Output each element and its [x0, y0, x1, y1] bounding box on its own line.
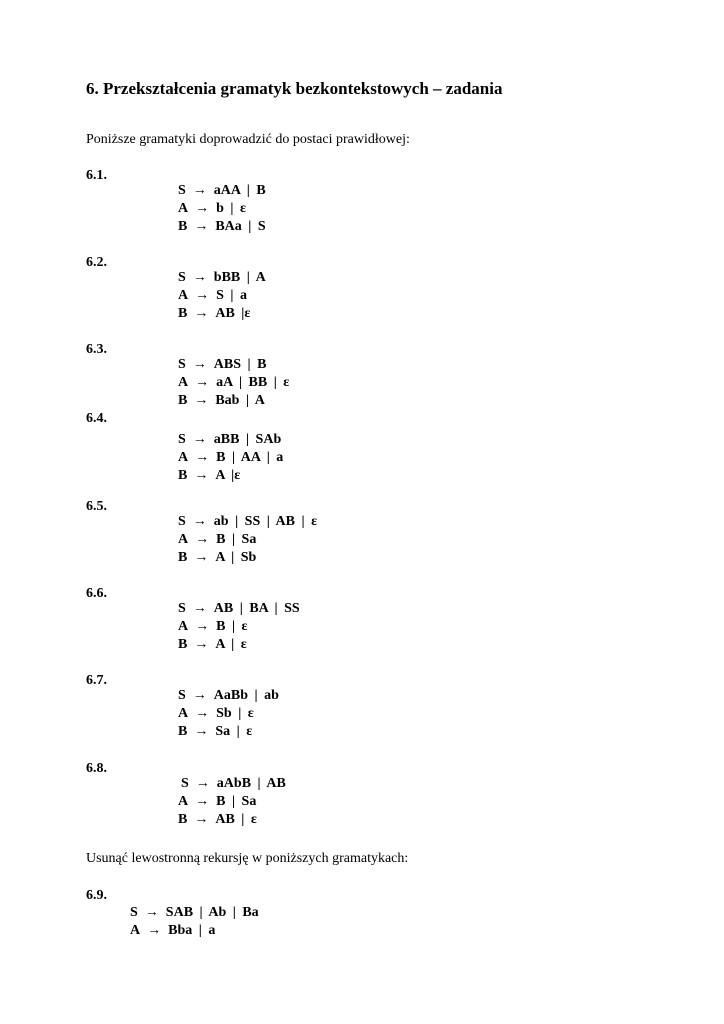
- rule-rhs: B | Sa: [216, 794, 257, 809]
- production-rule: [178, 688, 279, 704]
- production-rule: [178, 794, 256, 810]
- rule-lhs: B: [178, 637, 188, 652]
- page-title: 6. Przekształcenia gramatyk bezkontekstowych – zadania: [86, 79, 503, 98]
- rule-lhs: S: [178, 357, 186, 372]
- rule-rhs: AaBb | ab: [213, 688, 279, 703]
- rule-rhs: aA | BB | ε: [216, 375, 290, 390]
- exercise-number: 6.6.: [86, 586, 107, 601]
- rule-lhs: A: [178, 532, 189, 547]
- rule-lhs: B: [178, 306, 188, 321]
- rule-lhs: B: [178, 812, 188, 827]
- rule-rhs: b | ε: [216, 201, 246, 216]
- production-rule: [178, 219, 266, 235]
- arrow-icon: →: [192, 601, 207, 616]
- arrow-icon: →: [192, 270, 207, 285]
- exercise-number: 6.1.: [86, 168, 107, 183]
- production-rule: [178, 357, 266, 373]
- exercise-number: 6.4.: [86, 411, 107, 426]
- production-rule: [178, 393, 265, 409]
- arrow-icon: →: [194, 393, 209, 408]
- exercise-number: 6.2.: [86, 255, 107, 270]
- rule-lhs: S: [178, 183, 186, 198]
- rule-lhs: S: [130, 905, 138, 920]
- arrow-icon: →: [195, 201, 210, 216]
- rule-lhs: A: [178, 375, 189, 390]
- intro-text-recursion: Usunąć lewostronną rekursję w poniższych gramatykach:: [86, 851, 409, 866]
- rule-rhs: A | ε: [215, 637, 247, 652]
- exercise-number: 6.8.: [86, 761, 107, 776]
- arrow-icon: →: [192, 183, 207, 198]
- rule-rhs: Bab | A: [215, 393, 265, 408]
- exercise-number: 6.7.: [86, 673, 107, 688]
- rule-rhs: SAB | Ab | Ba: [165, 905, 259, 920]
- arrow-icon: →: [194, 637, 209, 652]
- arrow-icon: →: [194, 812, 209, 827]
- arrow-icon: →: [194, 468, 209, 483]
- production-rule: [178, 432, 281, 448]
- arrow-icon: →: [192, 357, 207, 372]
- rule-rhs: Sa | ε: [215, 724, 253, 739]
- arrow-icon: →: [195, 619, 210, 634]
- arrow-icon: →: [192, 514, 207, 529]
- production-rule: [178, 514, 317, 530]
- rule-lhs: A: [178, 619, 189, 634]
- rule-lhs: S: [178, 514, 186, 529]
- arrow-icon: →: [144, 905, 159, 920]
- rule-rhs: S | a: [216, 288, 247, 303]
- arrow-icon: →: [194, 550, 209, 565]
- rule-lhs: B: [178, 468, 188, 483]
- production-rule: [178, 270, 266, 286]
- production-rule: [178, 183, 266, 199]
- intro-text: Poniższe gramatyki doprowadzić do postaci prawidłowej:: [86, 132, 410, 147]
- production-rule: [178, 201, 246, 217]
- production-rule: [178, 306, 250, 322]
- production-rule: [178, 637, 247, 653]
- rule-lhs: S: [178, 270, 186, 285]
- rule-lhs: B: [178, 724, 188, 739]
- production-rule: [181, 776, 286, 792]
- production-rule: [130, 905, 259, 921]
- production-rule: [178, 619, 248, 635]
- production-rule: [178, 706, 254, 722]
- exercise-number: 6.3.: [86, 342, 107, 357]
- rule-rhs: AB |ε: [215, 306, 251, 321]
- production-rule: [178, 288, 247, 304]
- arrow-icon: →: [195, 532, 210, 547]
- production-rule: [178, 724, 252, 740]
- production-rule: [130, 923, 215, 939]
- rule-lhs: A: [178, 706, 189, 721]
- rule-rhs: B | Sa: [216, 532, 257, 547]
- production-rule: [178, 375, 289, 391]
- arrow-icon: →: [147, 923, 162, 938]
- rule-lhs: A: [130, 923, 141, 938]
- arrow-icon: →: [194, 306, 209, 321]
- production-rule: [178, 468, 240, 484]
- rule-rhs: B | ε: [216, 619, 248, 634]
- rule-rhs: AB | BA | SS: [213, 601, 300, 616]
- exercise-number: 6.5.: [86, 499, 107, 514]
- production-rule: [178, 450, 283, 466]
- rule-lhs: S: [178, 432, 186, 447]
- rule-rhs: aBB | SAb: [213, 432, 282, 447]
- rule-rhs: aAbB | AB: [216, 776, 286, 791]
- rule-lhs: S: [178, 688, 186, 703]
- exercise-number: 6.9.: [86, 888, 107, 903]
- rule-lhs: S: [181, 776, 189, 791]
- rule-rhs: A | Sb: [215, 550, 257, 565]
- production-rule: [178, 550, 256, 566]
- production-rule: [178, 812, 257, 828]
- rule-lhs: B: [178, 550, 188, 565]
- rule-rhs: BAa | S: [215, 219, 266, 234]
- rule-rhs: ABS | B: [213, 357, 267, 372]
- arrow-icon: →: [195, 450, 210, 465]
- rule-rhs: ab | SS | AB | ε: [213, 514, 318, 529]
- rule-lhs: B: [178, 393, 188, 408]
- arrow-icon: →: [192, 432, 207, 447]
- rule-rhs: bBB | A: [213, 270, 266, 285]
- arrow-icon: →: [194, 724, 209, 739]
- rule-rhs: Sb | ε: [216, 706, 254, 721]
- rule-rhs: B | AA | a: [216, 450, 284, 465]
- rule-rhs: A |ε: [215, 468, 241, 483]
- rule-rhs: AB | ε: [215, 812, 257, 827]
- rule-lhs: A: [178, 450, 189, 465]
- arrow-icon: →: [195, 288, 210, 303]
- rule-rhs: Bba | a: [168, 923, 216, 938]
- arrow-icon: →: [195, 706, 210, 721]
- arrow-icon: →: [192, 688, 207, 703]
- arrow-icon: →: [195, 375, 210, 390]
- production-rule: [178, 532, 256, 548]
- rule-lhs: B: [178, 219, 188, 234]
- rule-lhs: S: [178, 601, 186, 616]
- arrow-icon: →: [195, 794, 210, 809]
- rule-lhs: A: [178, 201, 189, 216]
- arrow-icon: →: [195, 776, 210, 791]
- production-rule: [178, 601, 300, 617]
- rule-rhs: aAA | B: [213, 183, 266, 198]
- rule-lhs: A: [178, 794, 189, 809]
- arrow-icon: →: [194, 219, 209, 234]
- rule-lhs: A: [178, 288, 189, 303]
